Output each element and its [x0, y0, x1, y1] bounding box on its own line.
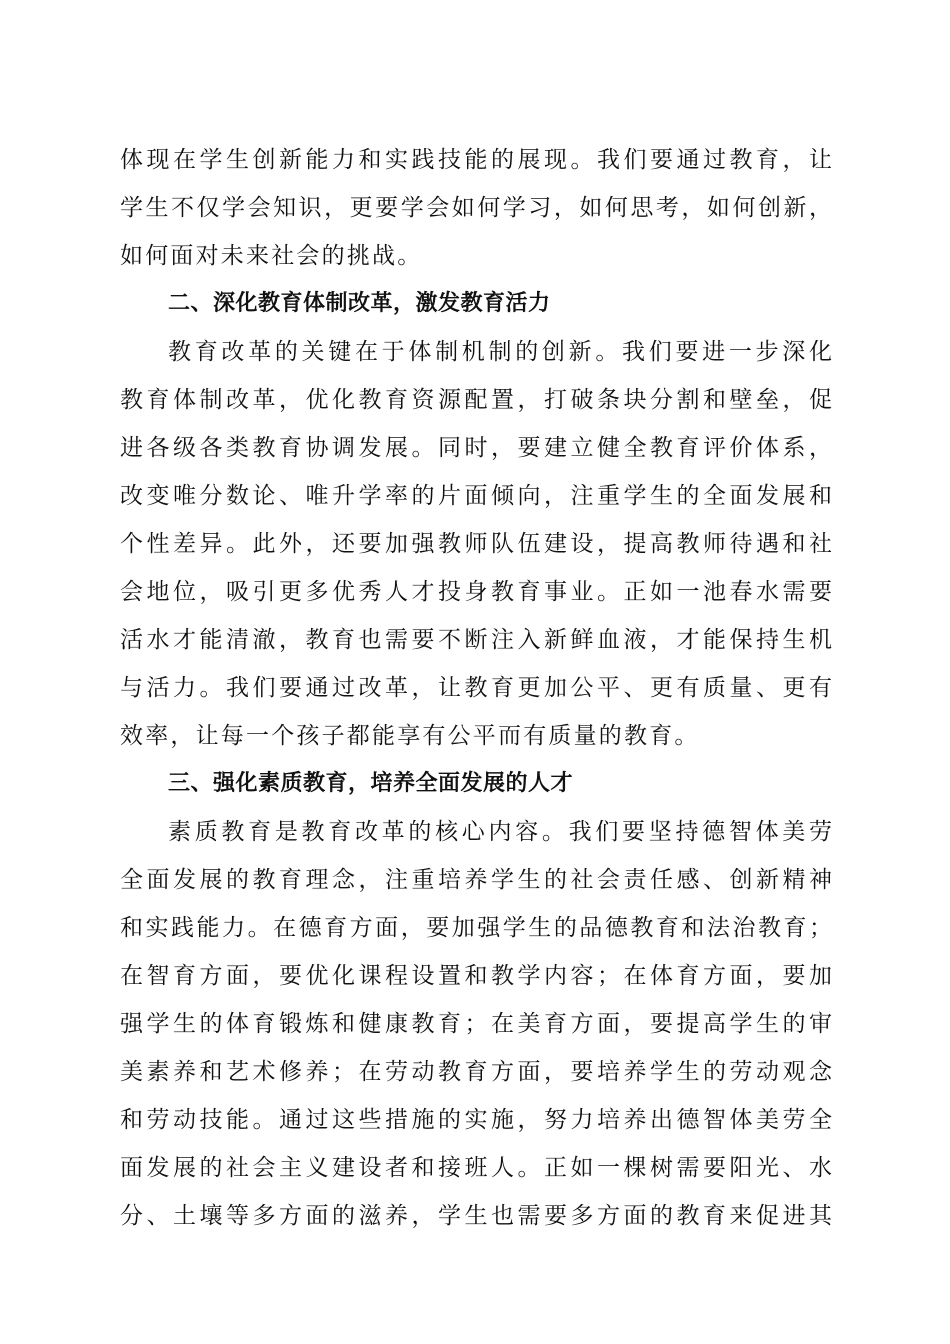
paragraph-3-line-9: 分、土壤等多方面的滋养，学生也需要多方面的教育来促进其 [120, 1203, 832, 1229]
paragraph-2-line-4: 改变唯分数论、唯升学率的片面倾向，注重学生的全面发展和 [120, 483, 832, 509]
paragraph-3-line-7: 和劳动技能。通过这些措施的实施，努力培养出德智体美劳全 [120, 1107, 832, 1133]
paragraph-2-line-9: 效率，让每一个孩子都能享有公平而有质量的教育。 [120, 723, 700, 749]
paragraph-2-line-5: 个性差异。此外，还要加强教师队伍建设，提高教师待遇和社 [120, 531, 832, 557]
paragraph-3-line-2: 全面发展的教育理念，注重培养学生的社会责任感、创新精神 [120, 867, 832, 893]
paragraph-3-line-3: 和实践能力。在德育方面，要加强学生的品德教育和法治教育； [120, 915, 832, 941]
paragraph-2-line-3: 进各级各类教育协调发展。同时，要建立健全教育评价体系， [120, 435, 832, 461]
paragraph-1-line-3: 如何面对未来社会的挑战。 [120, 243, 423, 269]
paragraph-3-line-6: 美素养和艺术修养；在劳动教育方面，要培养学生的劳动观念 [120, 1059, 832, 1085]
paragraph-1-line-1: 体现在学生创新能力和实践技能的展现。我们要通过教育，让 [120, 147, 832, 173]
section-heading-2: 二、深化教育体制改革，激发教育活力 [168, 291, 551, 316]
paragraph-3-line-5: 强学生的体育锻炼和健康教育；在美育方面，要提高学生的审 [120, 1011, 832, 1037]
paragraph-2-line-8: 与活力。我们要通过改革，让教育更加公平、更有质量、更有 [120, 675, 832, 701]
paragraph-2-line-6: 会地位，吸引更多优秀人才投身教育事业。正如一池春水需要 [120, 579, 832, 605]
paragraph-3-line-8: 面发展的社会主义建设者和接班人。正如一棵树需要阳光、水 [120, 1155, 832, 1181]
paragraph-1-line-2: 学生不仅学会知识，更要学会如何学习，如何思考，如何创新， [120, 195, 832, 221]
section-heading-3: 三、强化素质教育，培养全面发展的人才 [168, 771, 574, 796]
paragraph-2-line-2: 教育体制改革，优化教育资源配置，打破条块分割和壁垒，促 [120, 387, 832, 413]
paragraph-3-line-4: 在智育方面，要优化课程设置和教学内容；在体育方面，要加 [120, 963, 832, 989]
paragraph-2-line-1: 教育改革的关键在于体制机制的创新。我们要进一步深化 [168, 339, 832, 365]
paragraph-2-line-7: 活水才能清澈，教育也需要不断注入新鲜血液，才能保持生机 [120, 627, 832, 653]
paragraph-3-line-1: 素质教育是教育改革的核心内容。我们要坚持德智体美劳 [168, 819, 832, 845]
